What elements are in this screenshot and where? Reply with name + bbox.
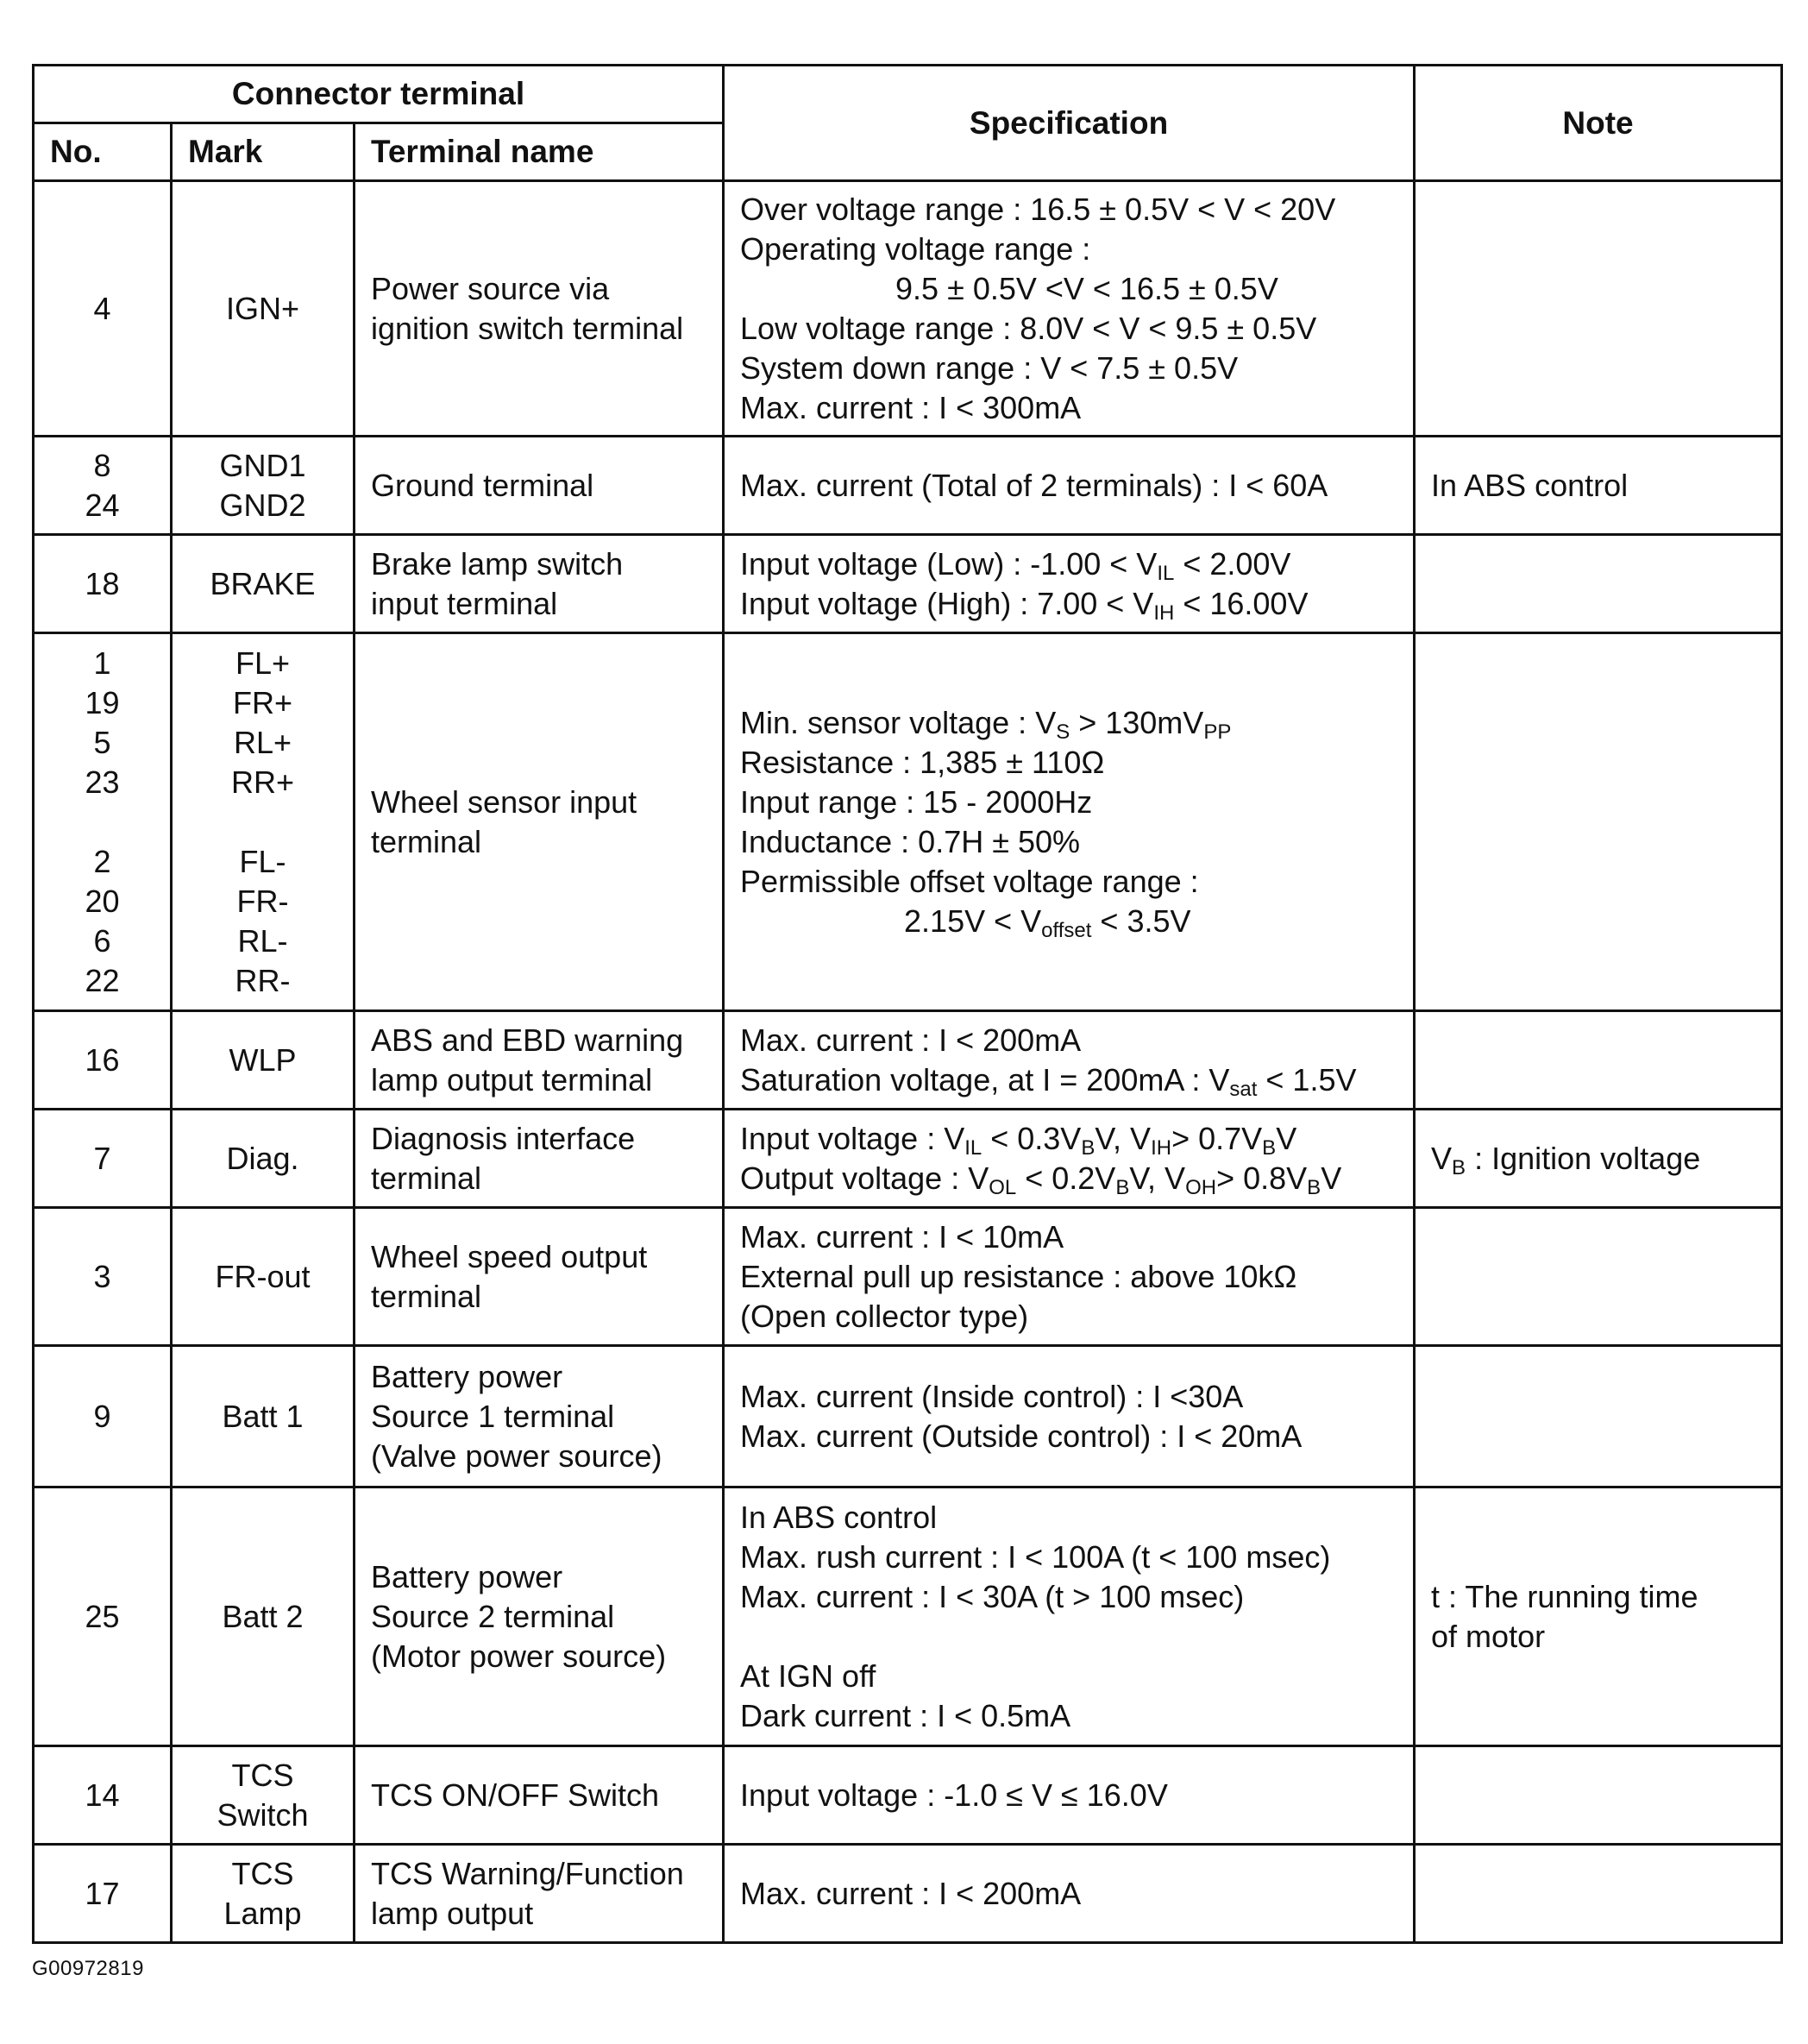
- terminal-name: Ground terminal: [355, 437, 724, 535]
- terminal-name: TCS Warning/Function lamp output: [355, 1845, 724, 1943]
- specification: Input voltage : -1.0 ≤ V ≤ 16.0V: [724, 1746, 1415, 1845]
- note: [1415, 181, 1782, 437]
- note: [1415, 1011, 1782, 1110]
- terminal-no: 18: [34, 535, 172, 633]
- note-header: Note: [1415, 66, 1782, 181]
- table-row: [34, 181, 1782, 437]
- table-row: [34, 1845, 1782, 1943]
- terminal-no: 4: [34, 181, 172, 437]
- mark-header: Mark: [172, 123, 355, 181]
- table-row: [34, 535, 1782, 633]
- note: t : The running time of motor: [1415, 1487, 1782, 1746]
- table-row: [34, 1011, 1782, 1110]
- terminal-no: 17: [34, 1845, 172, 1943]
- terminal-name: Power source via ignition switch terminal: [355, 181, 724, 437]
- terminal-no: 25: [34, 1487, 172, 1746]
- specification: Max. current : I < 200mA Saturation voltage, at I = 200mA : $V_{sat} < 1.5V$: [724, 1011, 1415, 1110]
- terminal-name: Battery power Source 1 terminal (Valve power source): [355, 1346, 724, 1487]
- specification: Over voltage range : 16.5 ± 0.5V < V < 20V Operating voltage range : 9.5 ± 0.5V <V < 16.5 ± 0.5V Low voltage range : 8.0V < V < 9.5 ± 0.5V System down range : V < 7.5 ± 0.5V Max. current : I < 300mA: [724, 181, 1415, 437]
- terminal-no: 14: [34, 1746, 172, 1845]
- terminal-mark: Diag.: [172, 1110, 355, 1208]
- terminal-mark: GND1 GND2: [172, 437, 355, 535]
- specification: Max. current (Total of 2 terminals) : I < 60A: [724, 437, 1415, 535]
- terminal-no: 8 24: [34, 437, 172, 535]
- table-row: [34, 437, 1782, 535]
- specification: Max. current (Inside control) : I <30A Max. current (Outside control) : I < 20mA: [724, 1346, 1415, 1487]
- note: [1415, 1845, 1782, 1943]
- terminal-mark: FR-out: [172, 1208, 355, 1346]
- terminal-no: 9: [34, 1346, 172, 1487]
- note: [1415, 1346, 1782, 1487]
- note: [1415, 1746, 1782, 1845]
- terminal-no: 7: [34, 1110, 172, 1208]
- note: [1415, 633, 1782, 1011]
- specification: Input voltage : $V_{IL} < 0.3V_BV$, $V_{IH}> 0.7V_BV$ Output voltage : $V_{OL} < 0.2V_BV$, $V_{OH}> 0.8V_BV$: [724, 1110, 1415, 1208]
- terminal-mark: Batt 1: [172, 1346, 355, 1487]
- table-row: [34, 1487, 1782, 1746]
- terminal-no: 1 19 5 23 2 20 6 22: [34, 633, 172, 1011]
- terminal-mark: TCS Lamp: [172, 1845, 355, 1943]
- terminal-spec-table: [32, 64, 1783, 1944]
- note: $V_B$ : Ignition voltage: [1415, 1110, 1782, 1208]
- terminal-mark: TCS Switch: [172, 1746, 355, 1845]
- figure-id: G00972819: [32, 1957, 144, 1980]
- terminal-name: TCS ON/OFF Switch: [355, 1746, 724, 1845]
- specification: In ABS control Max. rush current : I < 100A (t < 100 msec) Max. current : I < 30A (t > 100 msec) At IGN off Dark current : I < 0.5mA: [724, 1487, 1415, 1746]
- terminal-no: 16: [34, 1011, 172, 1110]
- terminal-mark: WLP: [172, 1011, 355, 1110]
- specification: Min. sensor voltage : $V_S > 130mV_{PP}$ Resistance : 1,385 ± 110Ω Input range : 15 - 2000Hz Inductance : 0.7H ± 50% Permissible offset voltage range : $2.15V < V_{offset} < 3.5V$: [724, 633, 1415, 1011]
- terminal-mark: Batt 2: [172, 1487, 355, 1746]
- terminal-name: Battery power Source 2 terminal (Motor power source): [355, 1487, 724, 1746]
- terminal-name: Brake lamp switch input terminal: [355, 535, 724, 633]
- table-row: [34, 1208, 1782, 1346]
- specification: Max. current : I < 200mA: [724, 1845, 1415, 1943]
- note: [1415, 535, 1782, 633]
- no-header: No.: [34, 123, 172, 181]
- specification-header: Specification: [724, 66, 1415, 181]
- terminal-name: Diagnosis interface terminal: [355, 1110, 724, 1208]
- terminal-mark: BRAKE: [172, 535, 355, 633]
- terminal-name-header: Terminal name: [355, 123, 724, 181]
- terminal-name: Wheel speed output terminal: [355, 1208, 724, 1346]
- note: [1415, 1208, 1782, 1346]
- note: In ABS control: [1415, 437, 1782, 535]
- connector-terminal-header: Connector terminal: [34, 66, 724, 123]
- table-row: [34, 633, 1782, 1011]
- specification: Input voltage (Low) : $-1.00 < V_{IL} < 2.00V$ Input voltage (High) : $7.00 < V_{IH} < 16.00V$: [724, 535, 1415, 633]
- specification: Max. current : I < 10mA External pull up resistance : above 10kΩ (Open collector type): [724, 1208, 1415, 1346]
- terminal-mark: FL+ FR+ RL+ RR+ FL- FR- RL- RR-: [172, 633, 355, 1011]
- table-row: [34, 1746, 1782, 1845]
- table-row: [34, 1346, 1782, 1487]
- terminal-name: ABS and EBD warning lamp output terminal: [355, 1011, 724, 1110]
- header-row-1: [34, 66, 1782, 123]
- terminal-name: Wheel sensor input terminal: [355, 633, 724, 1011]
- table-row: [34, 1110, 1782, 1208]
- terminal-no: 3: [34, 1208, 172, 1346]
- terminal-mark: IGN+: [172, 181, 355, 437]
